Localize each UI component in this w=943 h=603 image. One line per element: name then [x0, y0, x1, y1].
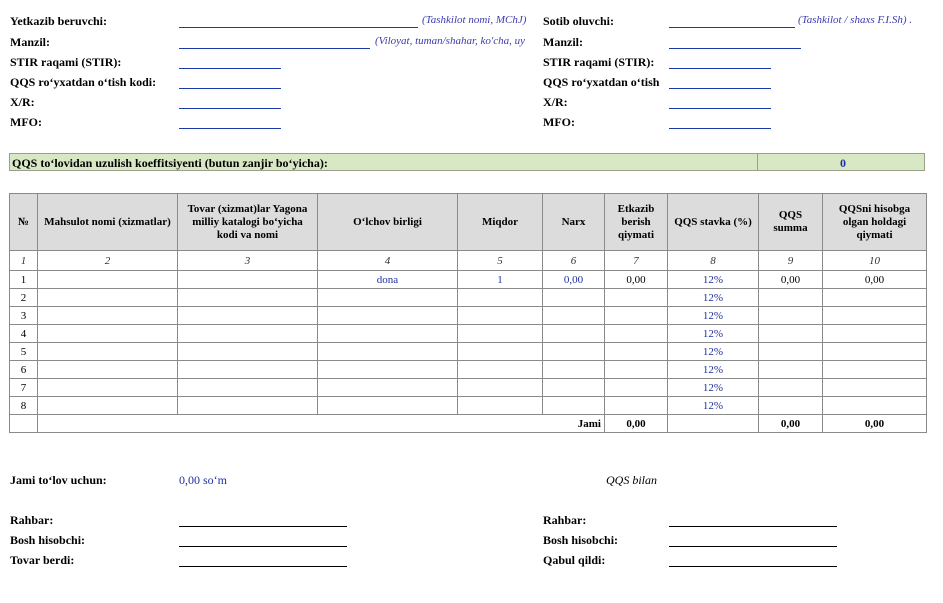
vat-sum-cell[interactable] [759, 343, 823, 361]
price-cell[interactable] [543, 361, 605, 379]
table-row [10, 325, 927, 343]
header-unit: Oʻlchov birligi [318, 194, 458, 251]
catalog-code-cell[interactable] [178, 307, 318, 325]
buyer-vat-reg-field[interactable] [669, 88, 771, 89]
catalog-code-cell[interactable] [178, 361, 318, 379]
product-name-cell[interactable] [38, 271, 178, 289]
row-number-cell: 7 [10, 379, 38, 397]
product-name-cell[interactable] [38, 307, 178, 325]
vat-sum-cell[interactable] [759, 307, 823, 325]
buyer-address-field[interactable] [669, 48, 801, 49]
vat-sum-cell[interactable] [759, 361, 823, 379]
quantity-cell[interactable] [458, 397, 543, 415]
total-vat-sum: 0,00 [759, 415, 823, 433]
total-delivery-value: 0,00 [605, 415, 668, 433]
header-quantity: Miqdor [458, 194, 543, 251]
total-vat-rate-blank [668, 415, 759, 433]
buyer-account-field[interactable] [669, 108, 771, 109]
vat-sum-cell[interactable]: 0,00 [759, 271, 823, 289]
seller-address-field[interactable] [179, 48, 370, 49]
vat-rate-cell[interactable]: 12% [668, 379, 759, 397]
delivery-value-cell[interactable] [605, 289, 668, 307]
quantity-cell[interactable] [458, 289, 543, 307]
table-header-row [10, 194, 927, 251]
total-with-vat-cell[interactable] [823, 325, 927, 343]
total-with-vat-cell[interactable]: 0,00 [823, 271, 927, 289]
quantity-cell[interactable]: 1 [458, 271, 543, 289]
unit-cell[interactable] [318, 289, 458, 307]
table-row [10, 361, 927, 379]
row-number-cell: 3 [10, 307, 38, 325]
delivery-value-cell[interactable] [605, 343, 668, 361]
row-number-cell: 4 [10, 325, 38, 343]
seller-address-hint: (Viloyat, tuman/shahar, ko'cha, uy [375, 35, 526, 47]
delivery-value-cell[interactable] [605, 307, 668, 325]
vat-rate-cell[interactable]: 12% [668, 325, 759, 343]
product-name-cell[interactable] [38, 361, 178, 379]
catalog-code-cell[interactable] [178, 379, 318, 397]
price-cell[interactable] [543, 307, 605, 325]
total-label: Jami [38, 415, 605, 433]
vat-sum-cell[interactable] [759, 379, 823, 397]
product-name-cell[interactable] [38, 379, 178, 397]
catalog-code-cell[interactable] [178, 343, 318, 361]
vat-rate-cell[interactable]: 12% [668, 343, 759, 361]
seller-mfo-field[interactable] [179, 128, 281, 129]
seller-address-label: Manzil: [10, 35, 50, 49]
col-number: 7 [605, 251, 668, 271]
goods-given-label: Tovar berdi: [10, 553, 75, 567]
catalog-code-cell[interactable] [178, 271, 318, 289]
seller-account-label: X/R: [10, 95, 35, 109]
vat-coefficient-divider [757, 154, 758, 170]
total-with-vat-cell[interactable] [823, 361, 927, 379]
seller-mfo-label: MFO: [10, 115, 42, 129]
vat-rate-cell[interactable]: 12% [668, 271, 759, 289]
unit-cell[interactable] [318, 343, 458, 361]
quantity-cell[interactable] [458, 325, 543, 343]
header-vat-sum: QQS summa [759, 194, 823, 251]
vat-coefficient-bar [9, 153, 925, 171]
unit-cell[interactable] [318, 361, 458, 379]
vat-sum-cell[interactable] [759, 397, 823, 415]
quantity-cell[interactable] [458, 343, 543, 361]
buyer-field[interactable] [669, 27, 795, 28]
header-delivery-value: Etkazib berish qiymati [605, 194, 668, 251]
catalog-code-cell[interactable] [178, 325, 318, 343]
total-with-vat-value: 0,00 [823, 415, 927, 433]
supplier-field[interactable] [179, 27, 418, 28]
catalog-code-cell[interactable] [178, 397, 318, 415]
buyer-mfo-field[interactable] [669, 128, 771, 129]
right-accountant-signature[interactable] [669, 546, 837, 547]
row-number-cell: 2 [10, 289, 38, 307]
product-name-cell[interactable] [38, 397, 178, 415]
total-with-vat-cell[interactable] [823, 379, 927, 397]
header-number: № [10, 194, 38, 251]
row-number-cell: 8 [10, 397, 38, 415]
goods-received-signature[interactable] [669, 566, 837, 567]
buyer-vat-reg-label: QQS roʻyxatdan oʻtish [543, 75, 660, 89]
right-accountant-label: Bosh hisobchi: [543, 533, 619, 547]
delivery-value-cell[interactable] [605, 397, 668, 415]
seller-account-field[interactable] [179, 108, 281, 109]
col-number: 10 [823, 251, 927, 271]
quantity-cell[interactable] [458, 379, 543, 397]
unit-cell[interactable] [318, 397, 458, 415]
supplier-label: Yetkazib beruvchi: [10, 14, 107, 28]
unit-cell[interactable] [318, 307, 458, 325]
left-accountant-signature[interactable] [179, 546, 347, 547]
delivery-value-cell[interactable]: 0,00 [605, 271, 668, 289]
col-number: 4 [318, 251, 458, 271]
col-number: 3 [178, 251, 318, 271]
goods-received-label: Qabul qildi: [543, 553, 606, 567]
col-number: 1 [10, 251, 38, 271]
table-row [10, 379, 927, 397]
with-vat-note: QQS bilan [606, 473, 657, 487]
price-cell[interactable] [543, 289, 605, 307]
quantity-cell[interactable] [458, 361, 543, 379]
buyer-label: Sotib oluvchi: [543, 14, 615, 28]
product-name-cell[interactable] [38, 343, 178, 361]
quantity-cell[interactable] [458, 307, 543, 325]
row-number-cell: 1 [10, 271, 38, 289]
catalog-code-cell[interactable] [178, 289, 318, 307]
table-row [10, 343, 927, 361]
total-with-vat-cell[interactable] [823, 307, 927, 325]
header-price: Narx [543, 194, 605, 251]
product-name-cell[interactable] [38, 325, 178, 343]
vat-sum-cell[interactable] [759, 289, 823, 307]
header-vat-rate: QQS stavka (%) [668, 194, 759, 251]
seller-stir-label: STIR raqami (STIR): [10, 55, 122, 69]
goods-given-signature[interactable] [179, 566, 347, 567]
price-cell[interactable] [543, 397, 605, 415]
vat-coefficient-value[interactable]: 0 [840, 156, 846, 170]
to-pay-value: 0,00 soʻm [179, 473, 227, 487]
vat-rate-cell[interactable]: 12% [668, 397, 759, 415]
buyer-stir-label: STIR raqami (STIR): [543, 55, 655, 69]
delivery-value-cell[interactable] [605, 361, 668, 379]
buyer-stir-field[interactable] [669, 68, 771, 69]
col-number: 2 [38, 251, 178, 271]
row-number-cell: 5 [10, 343, 38, 361]
header-total-with-vat: QQSni hisobga olgan holdagi qiymati [823, 194, 927, 251]
table-row [10, 289, 927, 307]
left-director-label: Rahbar: [10, 513, 54, 527]
total-row [10, 415, 927, 433]
total-with-vat-cell[interactable] [823, 289, 927, 307]
left-accountant-label: Bosh hisobchi: [10, 533, 86, 547]
unit-cell[interactable]: dona [318, 271, 458, 289]
delivery-value-cell[interactable] [605, 379, 668, 397]
supplier-hint: (Tashkilot nomi, MChJ) [422, 14, 527, 26]
vat-coefficient-label: QQS toʻlovidan uzulish koeffitsiyenti (butun zanjir boʻyicha): [12, 156, 328, 170]
unit-cell[interactable] [318, 379, 458, 397]
total-spacer [10, 415, 38, 433]
buyer-hint: (Tashkilot / shaxs F.I.Sh) . [798, 14, 912, 26]
price-cell[interactable] [543, 325, 605, 343]
unit-cell[interactable] [318, 325, 458, 343]
price-cell[interactable] [543, 379, 605, 397]
buyer-account-label: X/R: [543, 95, 568, 109]
column-number-row [10, 251, 927, 271]
seller-stir-field[interactable] [179, 68, 281, 69]
delivery-value-cell[interactable] [605, 325, 668, 343]
total-with-vat-cell[interactable] [823, 343, 927, 361]
table-row [10, 271, 927, 289]
vat-sum-cell[interactable] [759, 325, 823, 343]
col-number: 6 [543, 251, 605, 271]
buyer-mfo-label: MFO: [543, 115, 575, 129]
header-catalog-code: Tovar (xizmat)lar Yagona milliy katalogi boʻyicha kodi va nomi [178, 194, 318, 251]
col-number: 8 [668, 251, 759, 271]
table-row [10, 307, 927, 325]
to-pay-label: Jami toʻlov uchun: [10, 473, 107, 487]
seller-vat-reg-field[interactable] [179, 88, 281, 89]
row-number-cell: 6 [10, 361, 38, 379]
vat-rate-cell[interactable]: 12% [668, 307, 759, 325]
right-director-label: Rahbar: [543, 513, 587, 527]
vat-rate-cell[interactable]: 12% [668, 289, 759, 307]
right-director-signature[interactable] [669, 526, 837, 527]
invoice-items-table [9, 193, 927, 433]
total-with-vat-cell[interactable] [823, 397, 927, 415]
col-number: 9 [759, 251, 823, 271]
vat-rate-cell[interactable]: 12% [668, 361, 759, 379]
table-row [10, 397, 927, 415]
seller-vat-reg-label: QQS roʻyxatdan oʻtish kodi: [10, 75, 157, 89]
price-cell[interactable]: 0,00 [543, 271, 605, 289]
buyer-address-label: Manzil: [543, 35, 583, 49]
header-product-name: Mahsulot nomi (xizmatlar) [38, 194, 178, 251]
product-name-cell[interactable] [38, 289, 178, 307]
price-cell[interactable] [543, 343, 605, 361]
left-director-signature[interactable] [179, 526, 347, 527]
col-number: 5 [458, 251, 543, 271]
